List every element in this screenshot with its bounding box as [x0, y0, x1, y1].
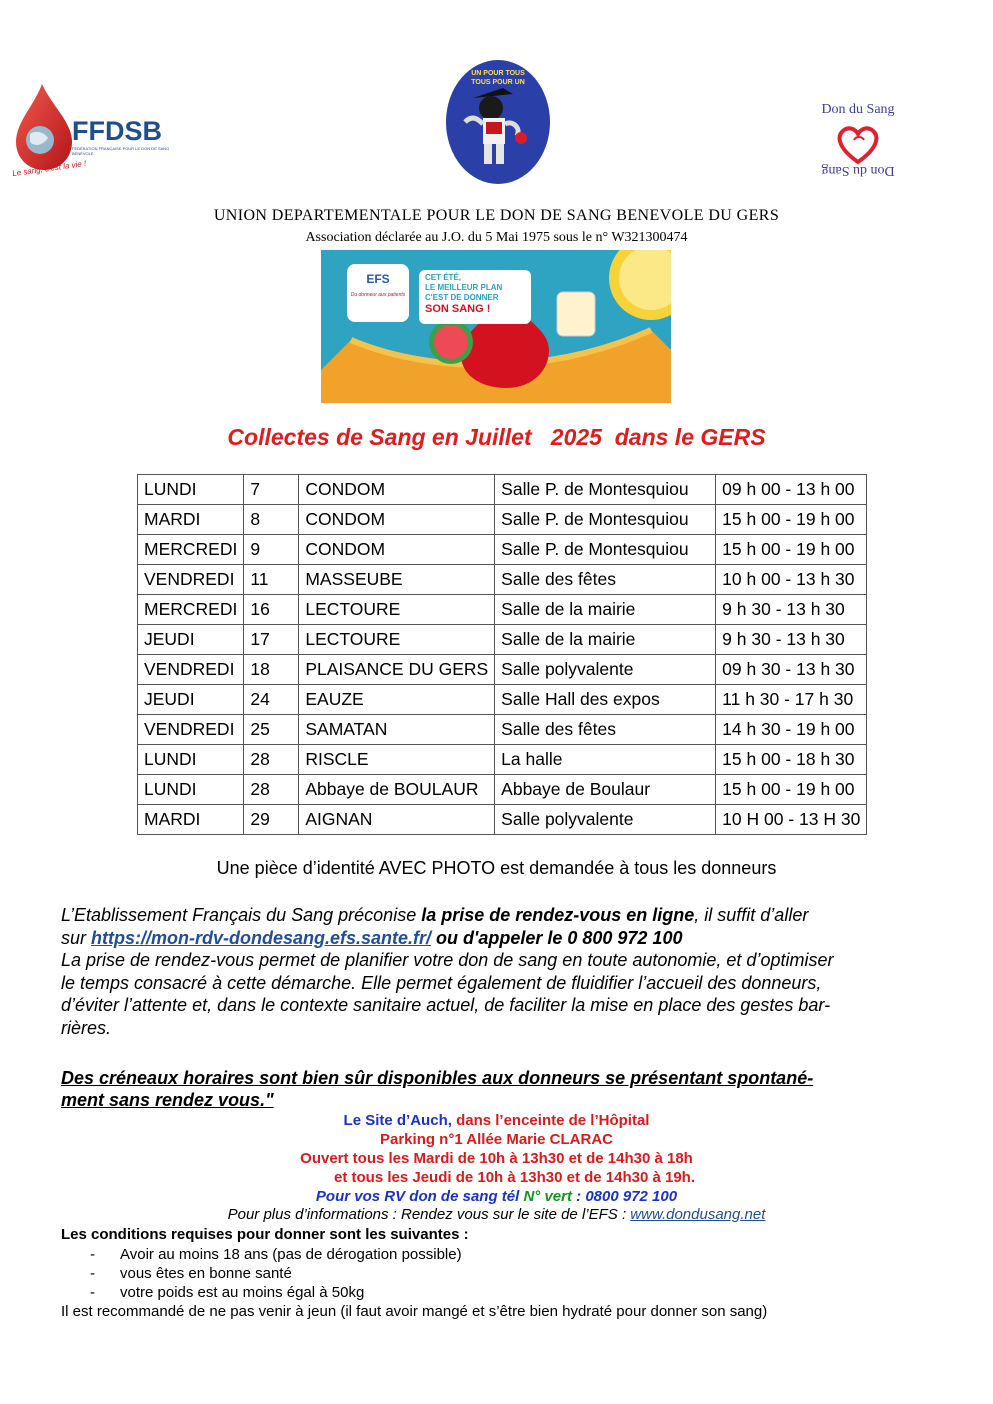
main-title: Collectes de Sang en Juillet 2025 dans le GERS [227, 424, 766, 450]
auch-phone: : 0800 972 100 [571, 1188, 678, 1205]
day-cell: MERCREDI [138, 535, 244, 565]
hours-cell: 09 h 30 - 13 h 30 [716, 655, 867, 685]
efs-line3: La prise de rendez-vous permet de planifier votre don de sang en toute autonomie, et d’optimiser [61, 950, 834, 970]
town-cell: SAMATAN [299, 715, 495, 745]
summer-banner [321, 250, 671, 403]
table-row [138, 475, 867, 505]
auch-parking: Parking n°1 Allée Marie CLARAC [380, 1131, 613, 1148]
date-cell: 16 [244, 595, 299, 625]
bullet: - [90, 1246, 95, 1263]
place-cell: Salle P. de Montesquiou [495, 535, 716, 565]
date-cell: 24 [244, 685, 299, 715]
place-cell: Salle polyvalente [495, 655, 716, 685]
table-row [138, 565, 867, 595]
don-du-sang-logo [808, 96, 908, 186]
auch-numero-vert: N° vert [523, 1188, 572, 1205]
efs-logo-text: EFS [366, 272, 390, 286]
table-row [138, 625, 867, 655]
table-row [138, 745, 867, 775]
conditions-title: Les conditions requises pour donner sont les suivantes : [61, 1226, 469, 1243]
table-row [138, 505, 867, 535]
day-cell: VENDREDI [138, 655, 244, 685]
don-du-sang-text-top: Don du Sang [821, 102, 895, 117]
condition-item [90, 1245, 462, 1264]
place-cell: Salle P. de Montesquiou [495, 475, 716, 505]
don-du-sang-text-bottom: Don du Sang [821, 163, 895, 178]
place-cell: Salle des fêtes [495, 565, 716, 595]
date-cell: 25 [244, 715, 299, 745]
date-cell: 29 [244, 805, 299, 835]
hours-cell: 15 h 00 - 19 h 00 [716, 535, 867, 565]
day-cell: LUNDI [138, 775, 244, 805]
date-cell: 18 [244, 655, 299, 685]
schedule-table [137, 474, 867, 835]
efs-logo-sub: Du donneur aux patients [350, 292, 406, 298]
hours-cell: 14 h 30 - 19 h 00 [716, 715, 867, 745]
auch-site-label: Le Site d’Auch, [343, 1112, 452, 1129]
date-cell: 9 [244, 535, 299, 565]
efs-p1-end: , il suffit d’aller [694, 905, 809, 925]
place-cell: Salle des fêtes [495, 715, 716, 745]
day-cell: JEUDI [138, 625, 244, 655]
rdv-link[interactable]: https://mon-rdv-dondesang.efs.sante.fr/ [91, 927, 432, 948]
place-cell: Salle polyvalente [495, 805, 716, 835]
conditions-list [90, 1245, 462, 1302]
day-cell: MARDI [138, 805, 244, 835]
town-cell: LECTOURE [299, 595, 495, 625]
hours-cell: 10 H 00 - 13 H 30 [716, 805, 867, 835]
creneaux-line1: Des créneaux horaires sont bien sûr disponibles aux donneurs se présentant spontané- [61, 1068, 814, 1088]
efs-paragraph [61, 904, 941, 1039]
date-cell: 17 [244, 625, 299, 655]
ffdsb-tagline: Le sang, c'est la vie ! [11, 158, 87, 179]
day-cell: LUNDI [138, 745, 244, 775]
date-cell: 28 [244, 745, 299, 775]
dondusang-link[interactable]: www.dondusang.net [630, 1206, 766, 1223]
hours-cell: 15 h 00 - 19 h 00 [716, 775, 867, 805]
table-row [138, 595, 867, 625]
place-cell: Salle P. de Montesquiou [495, 505, 716, 535]
banner-line3: C'EST DE DONNER [425, 293, 499, 302]
bullet: - [90, 1284, 95, 1301]
town-cell: CONDOM [299, 475, 495, 505]
auch-site-info [0, 1111, 993, 1206]
efs-phone: ou d'appeler le 0 800 972 100 [431, 927, 683, 948]
hours-cell: 15 h 00 - 18 h 30 [716, 745, 867, 775]
town-cell: PLAISANCE DU GERS [299, 655, 495, 685]
town-cell: RISCLE [299, 745, 495, 775]
hours-cell: 15 h 00 - 19 h 00 [716, 505, 867, 535]
town-cell: Abbaye de BOULAUR [299, 775, 495, 805]
condition-text: vous êtes en bonne santé [120, 1265, 292, 1282]
hours-cell: 11 h 30 - 17 h 30 [716, 685, 867, 715]
mascot-motto-bottom: TOUS POUR UN [471, 79, 525, 86]
efs-line5: d’éviter l’attente et, dans le contexte sanitaire actuel, de faciliter la mise en place des gestes bar- [61, 995, 831, 1015]
hours-cell: 09 h 00 - 13 h 00 [716, 475, 867, 505]
creneaux-note [61, 1067, 941, 1111]
table-row [138, 535, 867, 565]
hours-cell: 9 h 30 - 13 h 30 [716, 625, 867, 655]
recommendation: Il est recommandé de ne pas venir à jeun (il faut avoir mangé et s’être bien hydraté pour donner son sang) [61, 1303, 768, 1320]
condition-item [90, 1283, 462, 1302]
mascot-motto-top: UN POUR TOUS [471, 70, 525, 77]
efs-p2-start: sur [61, 927, 92, 948]
town-cell: CONDOM [299, 535, 495, 565]
date-cell: 7 [244, 475, 299, 505]
ffdsb-logo [12, 82, 177, 182]
auch-rv-label: Pour vos RV don de sang tél [315, 1188, 524, 1205]
place-cell: La halle [495, 745, 716, 775]
condition-item [90, 1264, 462, 1283]
town-cell: AIGNAN [299, 805, 495, 835]
day-cell: MARDI [138, 505, 244, 535]
day-cell: VENDREDI [138, 715, 244, 745]
table-row [138, 655, 867, 685]
place-cell: Abbaye de Boulaur [495, 775, 716, 805]
town-cell: CONDOM [299, 505, 495, 535]
town-cell: MASSEUBE [299, 565, 495, 595]
day-cell: JEUDI [138, 685, 244, 715]
efs-p1-bold: la prise de rendez-vous en ligne [421, 905, 695, 925]
ffdsb-brand: FFDSB [72, 116, 162, 146]
place-cell: Salle de la mairie [495, 595, 716, 625]
table-row [138, 775, 867, 805]
auch-hours-tuesday: Ouvert tous les Mardi de 10h à 13h30 et de 14h30 à 18h [300, 1150, 693, 1167]
table-row [138, 805, 867, 835]
town-cell: LECTOURE [299, 625, 495, 655]
town-cell: EAUZE [299, 685, 495, 715]
banner-line2: LE MEILLEUR PLAN [425, 283, 503, 292]
efs-p1: L’Etablissement Français du Sang préconise [61, 905, 422, 925]
day-cell: MERCREDI [138, 595, 244, 625]
org-title: UNION DEPARTEMENTALE POUR LE DON DE SANG BENEVOLE DU GERS [213, 207, 780, 224]
more-info [0, 1206, 993, 1223]
condition-text: votre poids est au moins égal à 50kg [120, 1284, 365, 1301]
id-note: Une pièce d’identité AVEC PHOTO est demandée à tous les donneurs [216, 858, 777, 878]
auch-hours-thursday: et tous les Jeudi de 10h à 13h30 et de 14h30 à 19h. [334, 1169, 695, 1186]
condition-text: Avoir au moins 18 ans (pas de dérogation possible) [120, 1246, 462, 1263]
creneaux-line2: ment sans rendez vous." [61, 1090, 274, 1110]
ffdsb-subtitle: FÉDÉRATION FRANÇAISE POUR LE DON DE SANG BÉNÉVOLE [72, 146, 170, 156]
table-row [138, 715, 867, 745]
efs-line6: rières. [61, 1017, 112, 1038]
banner-line1: CET ÉTÉ, [425, 273, 462, 282]
date-cell: 28 [244, 775, 299, 805]
hours-cell: 9 h 30 - 13 h 30 [716, 595, 867, 625]
day-cell: LUNDI [138, 475, 244, 505]
bullet: - [90, 1265, 95, 1282]
auch-site-location: dans l’enceinte de l’Hôpital [451, 1112, 650, 1129]
hours-cell: 10 h 00 - 13 h 30 [716, 565, 867, 595]
place-cell: Salle de la mairie [495, 625, 716, 655]
place-cell: Salle Hall des expos [495, 685, 716, 715]
more-info-text: Pour plus d’informations : Rendez vous sur le site de l’EFS : [227, 1206, 631, 1223]
date-cell: 8 [244, 505, 299, 535]
mascot-logo [443, 58, 553, 186]
date-cell: 11 [244, 565, 299, 595]
table-row [138, 685, 867, 715]
org-subtitle: Association déclarée au J.O. du 5 Mai 1975 sous le n° W321300474 [305, 230, 688, 245]
efs-line4: le temps consacré à cette démarche. Elle permet également de fluidifier l’accueil des donneurs, [61, 972, 822, 993]
day-cell: VENDREDI [138, 565, 244, 595]
banner-line4: SON SANG ! [425, 303, 491, 315]
